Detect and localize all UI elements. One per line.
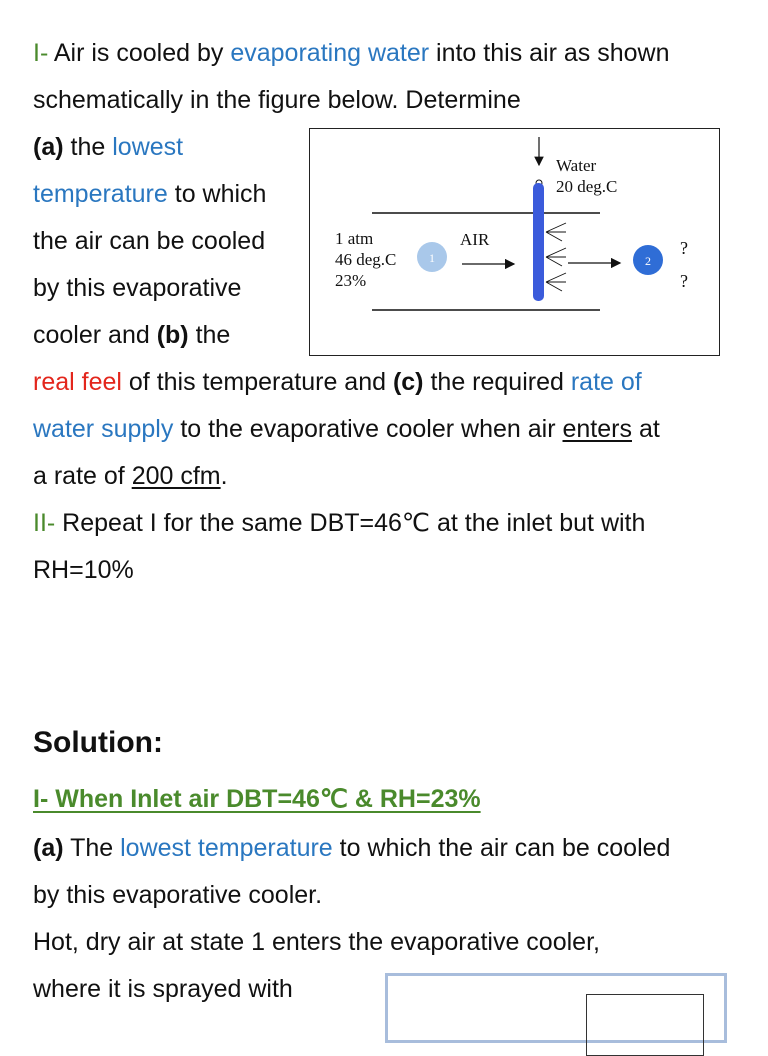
text: Repeat I for the same DBT=46℃ at the inlet but with xyxy=(62,509,646,537)
problem-line-1 xyxy=(33,38,669,68)
inlet-rh: 23% xyxy=(335,271,367,290)
text: into this air as shown xyxy=(436,39,670,67)
solution-line-4: where it is sprayed with xyxy=(33,975,293,1003)
text: the xyxy=(195,321,231,349)
outlet-unknown-1: ? xyxy=(680,238,688,258)
problem-line-6: by this evaporative xyxy=(33,274,242,302)
case-1-heading: I- When Inlet air DBT=46℃ & RH=23% xyxy=(33,785,481,813)
inlet-pressure: 1 atm xyxy=(335,229,374,248)
lowest-temperature-link[interactable]: lowest temperature xyxy=(120,834,333,862)
text: Air is cooled by xyxy=(53,39,224,67)
figure-inner-frame xyxy=(586,994,704,1056)
text: The xyxy=(70,834,114,862)
text: to the evaporative cooler when air xyxy=(180,415,556,443)
text: the xyxy=(70,133,106,161)
solution-heading: Solution: xyxy=(33,726,163,759)
evaporating-water-link[interactable]: evaporating water xyxy=(230,39,430,67)
part2-label: II- xyxy=(33,509,56,537)
part-c-label: (c) xyxy=(392,368,424,396)
outlet-unknown-2: ? xyxy=(680,271,688,291)
part-a-label: (a) xyxy=(33,133,64,161)
schematic-svg xyxy=(310,129,719,355)
text: to which xyxy=(174,180,267,208)
state-1-label: 1 xyxy=(429,251,435,265)
part1-label: I- xyxy=(33,39,49,67)
solution-subhead xyxy=(33,784,481,814)
water-temp: 20 deg.C xyxy=(556,177,618,196)
water-label: Water xyxy=(556,156,597,175)
text: of this temperature and xyxy=(128,368,386,396)
cfm-underlined: 200 cfm xyxy=(131,462,221,490)
temperature-link[interactable]: temperature xyxy=(33,180,168,208)
solution-line-1 xyxy=(33,833,670,863)
rate-of-link[interactable]: rate of xyxy=(570,368,642,396)
text: at xyxy=(638,415,660,443)
problem-line-7 xyxy=(33,320,230,350)
lowest-link[interactable]: lowest xyxy=(112,133,184,161)
text: a rate of xyxy=(33,462,125,490)
inlet-temp: 46 deg.C xyxy=(335,250,397,269)
enters-underlined: enters xyxy=(562,415,632,443)
period: . xyxy=(220,462,228,490)
spray-fans xyxy=(546,223,566,291)
problem-line-2: schematically in the figure below. Determine xyxy=(33,86,521,114)
water-supply-link[interactable]: water supply xyxy=(33,415,174,443)
problem-line-9 xyxy=(33,414,660,444)
air-label: AIR xyxy=(460,230,490,249)
problem-line-4 xyxy=(33,179,266,209)
part-a-label: (a) xyxy=(33,834,64,862)
problem-line-5: the air can be cooled xyxy=(33,227,266,255)
text: to which the air can be cooled xyxy=(339,834,671,862)
part-b-label: (b) xyxy=(156,321,189,349)
problem-line-12: RH=10% xyxy=(33,556,134,584)
solution-line-3: Hot, dry air at state 1 enters the evaporative cooler, xyxy=(33,928,600,956)
evaporative-cooler-figure xyxy=(309,128,720,356)
solution-line-2: by this evaporative cooler. xyxy=(33,881,323,909)
psychrometric-figure-partial xyxy=(385,973,727,1043)
problem-line-3 xyxy=(33,132,183,162)
spray-pipe xyxy=(533,183,544,301)
real-feel-link[interactable]: real feel xyxy=(33,368,122,396)
problem-line-8 xyxy=(33,367,642,397)
text: the required xyxy=(430,368,564,396)
text: cooler and xyxy=(33,321,150,349)
problem-line-10 xyxy=(33,461,228,491)
problem-line-11 xyxy=(33,508,645,538)
state-2-label: 2 xyxy=(645,254,651,268)
